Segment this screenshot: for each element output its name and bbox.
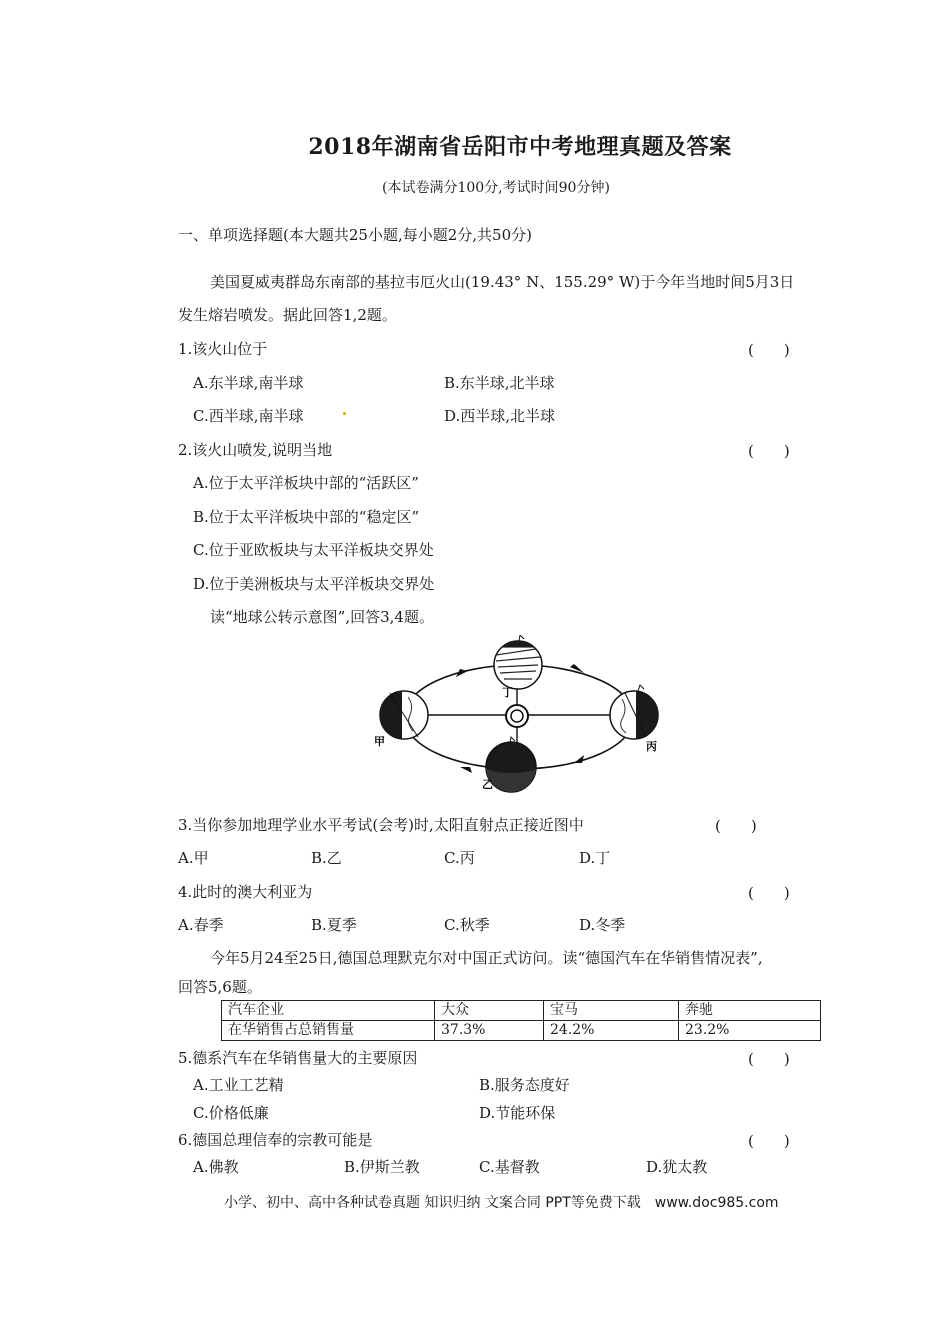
table-cell: 24.2% <box>544 1021 679 1041</box>
answer-blank-1: ( ) <box>748 341 790 359</box>
page-title: 2018年湖南省岳阳市中考地理真题及答案 <box>308 134 732 160</box>
q3-option-a: A.甲 <box>178 849 209 867</box>
sun-icon <box>506 705 528 727</box>
q1-option-d: D.西半球,北半球 <box>444 407 556 425</box>
page-subtitle: (本试卷满分100分,考试时间90分钟) <box>382 180 610 196</box>
answer-blank-4: ( ) <box>748 884 790 902</box>
passage-2: 读“地球公转示意图”,回答3,4题。 <box>210 608 434 626</box>
earth-jia-icon <box>380 691 428 739</box>
q5-option-d: D.节能环保 <box>479 1104 556 1122</box>
table-cell: 在华销售占总销售量 <box>222 1021 435 1041</box>
q4-option-b: B.夏季 <box>311 916 357 934</box>
question-3-stem: 3.当你参加地理学业水平考试(会考)时,太阳直射点正接近图中 <box>178 816 584 834</box>
q1-option-b: B.东半球,北半球 <box>444 374 555 392</box>
stray-dot <box>343 412 346 415</box>
q5-option-b: B.服务态度好 <box>479 1076 570 1094</box>
question-5-stem: 5.德系汽车在华销售量大的主要原因 <box>178 1049 418 1067</box>
section-heading: 一、单项选择题(本大题共25小题,每小题2分,共50分) <box>178 226 532 244</box>
q2-option-d: D.位于美洲板块与太平洋板块交界处 <box>193 575 435 593</box>
q2-option-b: B.位于太平洋板块中部的“稳定区” <box>193 508 420 526</box>
label-jia: 甲 <box>374 735 385 748</box>
earth-ding-icon <box>494 635 542 689</box>
passage-1-line-2: 发生熔岩喷发。据此回答1,2题。 <box>178 306 397 324</box>
table-cell: 奔驰 <box>679 1001 821 1021</box>
answer-blank-3: ( ) <box>715 817 757 835</box>
q4-option-a: A.春季 <box>178 916 224 934</box>
answer-blank-2: ( ) <box>748 442 790 460</box>
q1-option-c: C.西半球,南半球 <box>193 407 304 425</box>
q6-option-a: A.佛教 <box>193 1158 239 1176</box>
earth-yi-icon <box>486 737 536 792</box>
q5-option-a: A.工业工艺精 <box>193 1076 284 1094</box>
passage-3-line-2: 回答5,6题。 <box>178 978 262 996</box>
passage-3-line-1: 今年5月24至25日,德国总理默克尔对中国正式访问。读“德国汽车在华销售情况表”, <box>210 949 763 967</box>
answer-blank-5: ( ) <box>748 1050 790 1068</box>
q3-option-d: D.丁 <box>579 849 611 867</box>
q6-option-b: B.伊斯兰教 <box>344 1158 420 1176</box>
q6-option-c: C.基督教 <box>479 1158 540 1176</box>
earth-bing-icon <box>610 685 660 739</box>
question-4-stem: 4.此时的澳大利亚为 <box>178 883 313 901</box>
label-yi: 乙 <box>482 778 493 791</box>
table-cell: 23.2% <box>679 1021 821 1041</box>
table-cell: 汽车企业 <box>222 1001 435 1021</box>
table-row <box>222 1021 821 1041</box>
orbit-arrow-bottom-left <box>460 767 472 773</box>
q1-option-a: A.东半球,南半球 <box>193 374 304 392</box>
question-1-stem: 1.该火山位于 <box>178 340 268 358</box>
page-footer: 小学、初中、高中各种试卷真题 知识归纳 文案合同 PPT等免费下载 www.doc985.com <box>224 1195 779 1211</box>
car-sales-table <box>221 1000 821 1041</box>
q3-option-c: C.丙 <box>444 849 475 867</box>
table-cell: 37.3% <box>435 1021 544 1041</box>
table-header-row <box>222 1001 821 1021</box>
passage-1-line-1: 美国夏威夷群岛东南部的基拉韦厄火山(19.43° N、155.29° W)于今年当地时间5月3日 <box>210 273 795 291</box>
label-bing: 丙 <box>646 740 657 753</box>
q4-option-d: D.冬季 <box>579 916 626 934</box>
table-cell: 大众 <box>435 1001 544 1021</box>
q2-option-a: A.位于太平洋板块中部的“活跃区” <box>193 474 419 492</box>
label-ding: 丁 <box>502 686 513 699</box>
q5-option-c: C.价格低廉 <box>193 1104 269 1122</box>
q6-option-d: D.犹太教 <box>646 1158 708 1176</box>
q2-option-c: C.位于亚欧板块与太平洋板块交界处 <box>193 541 434 559</box>
answer-blank-6: ( ) <box>748 1132 790 1150</box>
question-2-stem: 2.该火山喷发,说明当地 <box>178 441 333 459</box>
q4-option-c: C.秋季 <box>444 916 490 934</box>
earth-revolution-diagram <box>360 635 680 800</box>
q3-option-b: B.乙 <box>311 849 342 867</box>
table-cell: 宝马 <box>544 1001 679 1021</box>
question-6-stem: 6.德国总理信奉的宗教可能是 <box>178 1131 373 1149</box>
